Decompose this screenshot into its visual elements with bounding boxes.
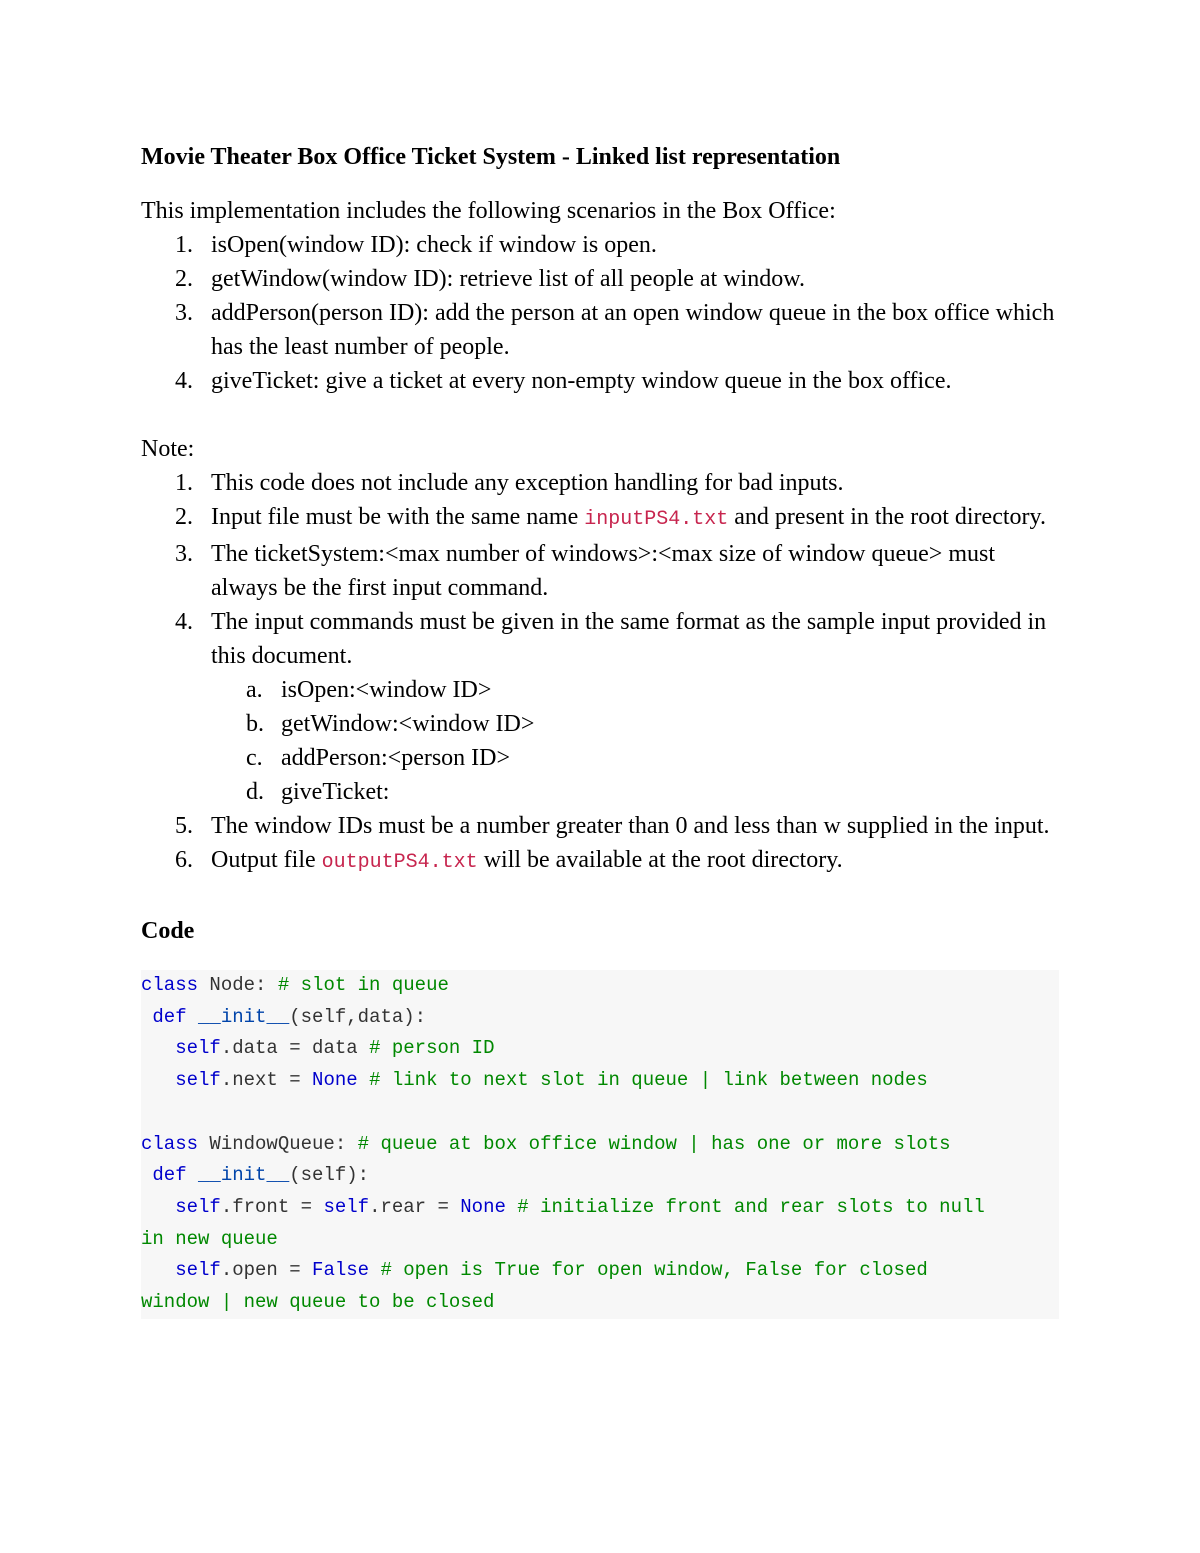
list-item [141, 228, 1059, 262]
list-item-text: The window IDs must be a number greater than 0 and less than w supplied in the input. [211, 813, 1050, 839]
list-item-text-before: Output file [211, 847, 322, 873]
code-line [141, 1192, 1059, 1224]
code-self: self [175, 1259, 221, 1282]
code-comment: window | new queue to be closed [141, 1291, 495, 1314]
code-function-name: __init__ [198, 1164, 290, 1187]
sub-list-letter: c. [246, 745, 263, 771]
sub-list-letter: a. [246, 677, 263, 703]
code-space [187, 1164, 198, 1186]
code-comment: in new queue [141, 1227, 278, 1250]
code-keyword: None [312, 1069, 358, 1092]
code-comment: # queue at box office window | has one or more slots [357, 1132, 951, 1155]
code-text: .next = [220, 1069, 313, 1092]
code-keyword: class [141, 974, 199, 996]
code-line [141, 1129, 1059, 1161]
code-keyword: False [312, 1259, 370, 1282]
code-space [358, 1069, 369, 1091]
list-item-text-after: will be available at the root directory. [477, 847, 843, 873]
sub-list-item [141, 673, 1059, 707]
code-text: (self,data): [289, 1005, 427, 1028]
code-indent [141, 1164, 152, 1186]
list-item [141, 262, 1059, 296]
list-item-text: giveTicket: give a ticket at every non-empty window queue in the box office. [211, 368, 952, 394]
sub-list-letter: b. [246, 711, 264, 737]
list-item-text: This code does not include any exception handling for bad inputs. [211, 470, 844, 496]
sub-list-item-text: giveTicket: [281, 779, 390, 805]
list-number: 3. [175, 300, 193, 326]
list-item [141, 843, 1059, 880]
code-line [141, 1287, 1059, 1319]
code-self: self [175, 1069, 221, 1092]
list-item [141, 500, 1059, 537]
list-item [141, 466, 1059, 500]
code-text: Node: [198, 974, 278, 996]
code-space [369, 1259, 380, 1281]
list-item-text: addPerson(person ID): add the person at an open window queue in the box office which has the least number of people. [211, 300, 1055, 360]
list-item-text: The ticketSystem:<max number of windows>:<max size of window queue> must always be the first input command. [211, 541, 996, 601]
sub-list-item [141, 741, 1059, 775]
code-keyword: class [141, 1132, 199, 1155]
code-keyword: def [152, 1164, 187, 1187]
code-line [141, 1160, 1059, 1192]
list-item-text-after: and present in the root directory. [728, 504, 1046, 530]
code-heading: Code [141, 918, 195, 944]
code-self: self [175, 1195, 221, 1218]
list-number: 1. [175, 232, 193, 258]
code-line [141, 1033, 1059, 1065]
code-text: .rear = [369, 1195, 461, 1218]
scenario-list [141, 228, 1059, 398]
list-item-text: isOpen(window ID): check if window is open. [211, 232, 657, 258]
document-page [141, 140, 1059, 1319]
sub-list-item [141, 775, 1059, 809]
code-comment: # initialize front and rear slots to null [517, 1195, 985, 1218]
code-comment: # person ID [369, 1037, 495, 1060]
list-item [141, 364, 1059, 398]
code-text: .front = [220, 1195, 324, 1218]
sub-list-item-text: getWindow:<window ID> [281, 711, 535, 737]
code-text: .open = [220, 1259, 313, 1282]
code-keyword: def [152, 1005, 187, 1028]
note-label: Note: [141, 436, 195, 462]
code-blank-line [141, 1097, 1059, 1129]
code-comment: # slot in queue [277, 974, 449, 996]
code-text: WindowQueue: [198, 1132, 358, 1155]
list-number: 3. [175, 541, 193, 567]
sub-list-item-text: isOpen:<window ID> [281, 677, 492, 703]
input-filename-code: inputPS4.txt [584, 508, 729, 531]
list-number: 6. [175, 847, 193, 873]
code-comment: # link to next slot in queue | link between nodes [369, 1069, 928, 1092]
list-item [141, 296, 1059, 364]
code-space [187, 1006, 198, 1028]
code-text: (self): [289, 1164, 370, 1187]
list-number: 1. [175, 470, 193, 496]
intro-paragraph: This implementation includes the following scenarios in the Box Office: [141, 198, 836, 224]
sub-list-letter: d. [246, 779, 264, 805]
list-number: 4. [175, 609, 193, 635]
code-text: .data = data [220, 1037, 370, 1060]
list-item-text-before: Input file must be with the same name [211, 504, 585, 530]
code-indent [141, 1196, 175, 1218]
code-line [141, 1224, 1059, 1256]
list-item-text: The input commands must be given in the same format as the sample input provided in this document. [211, 609, 1047, 669]
sub-list-item [141, 707, 1059, 741]
code-indent [141, 1259, 175, 1281]
spacer [141, 398, 1059, 432]
code-indent [141, 1069, 175, 1091]
code-line [141, 1065, 1059, 1097]
code-self: self [323, 1195, 370, 1218]
code-indent [141, 1006, 152, 1028]
note-list-continued [141, 809, 1059, 880]
document-title: Movie Theater Box Office Ticket System - Linked list representation [141, 144, 841, 170]
code-block [141, 970, 1059, 1319]
code-space [506, 1196, 517, 1218]
code-indent [141, 1037, 175, 1059]
command-format-list [141, 673, 1059, 809]
list-item-text: getWindow(window ID): retrieve list of all people at window. [211, 266, 805, 292]
code-line [141, 1255, 1059, 1287]
note-list [141, 466, 1059, 673]
code-keyword: None [460, 1195, 506, 1218]
list-number: 2. [175, 504, 193, 530]
list-number: 5. [175, 813, 193, 839]
code-function-name: __init__ [198, 1005, 290, 1028]
output-filename-code: outputPS4.txt [321, 851, 478, 874]
code-line [141, 1002, 1059, 1034]
list-number: 4. [175, 368, 193, 394]
list-item [141, 537, 1059, 605]
list-item [141, 809, 1059, 843]
code-self: self [175, 1037, 221, 1060]
sub-list-item-text: addPerson:<person ID> [281, 745, 511, 771]
code-comment: # open is True for open window, False for closed [380, 1259, 928, 1282]
list-number: 2. [175, 266, 193, 292]
list-item [141, 605, 1059, 673]
code-line [141, 970, 1059, 1002]
